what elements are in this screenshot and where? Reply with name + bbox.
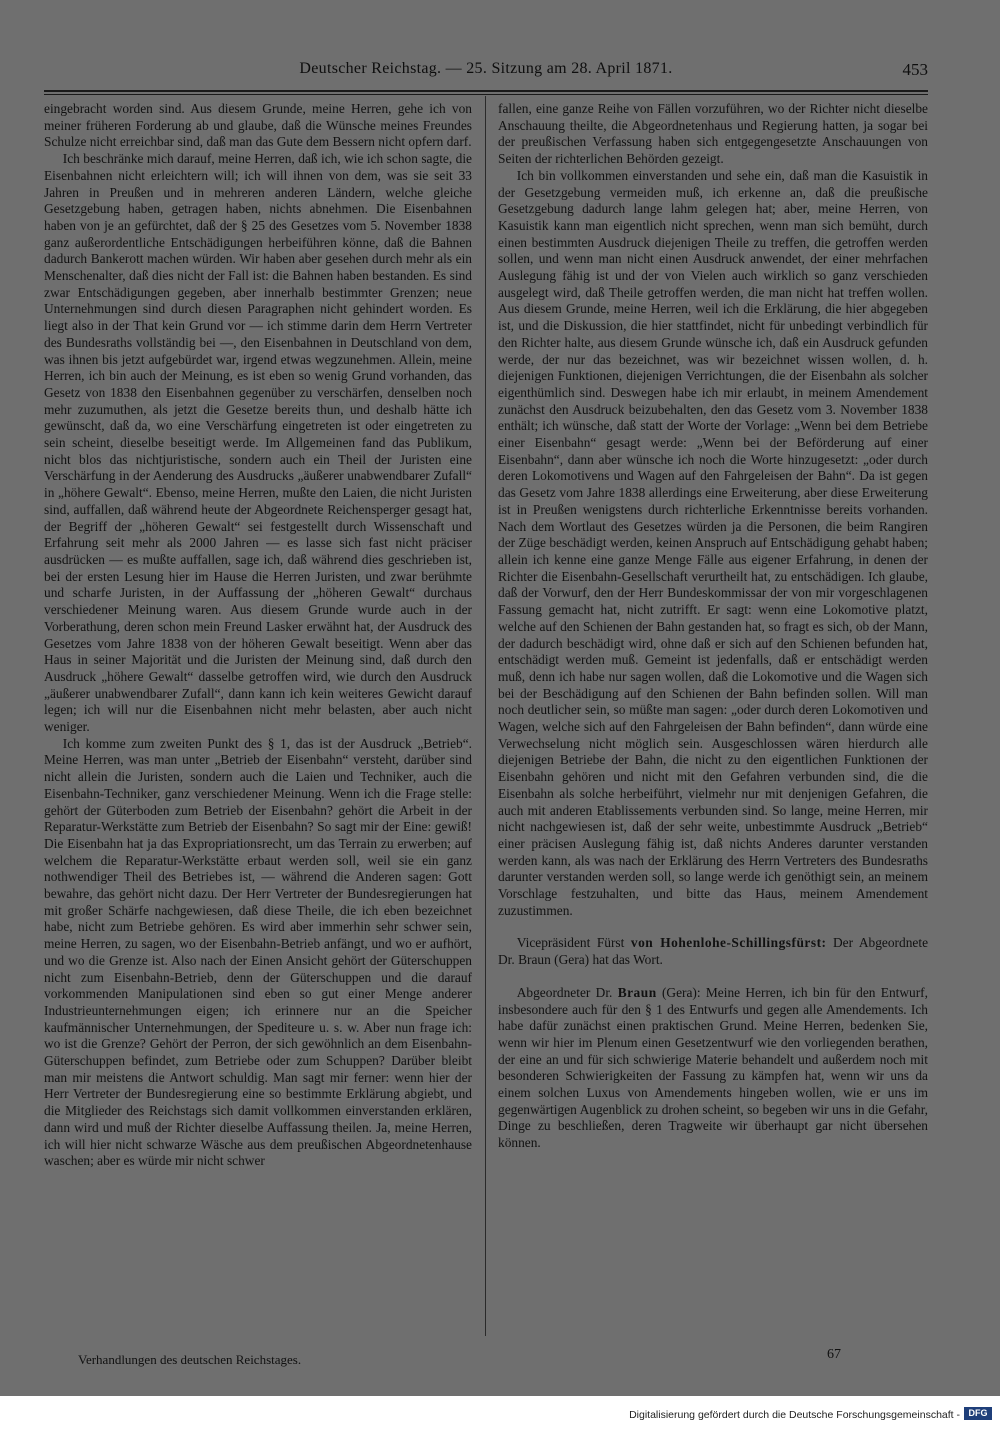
sheet-signature: Verhandlungen des deutschen Reichstages. bbox=[78, 1352, 302, 1367]
sheet-number: 67 bbox=[827, 1347, 841, 1362]
column-divider bbox=[485, 96, 486, 1336]
speaker-role: Abgeordneter Dr. bbox=[516, 984, 613, 1000]
dfg-logo: DFG bbox=[964, 1407, 992, 1420]
speech-text: (Gera): Meine Herren, ich bin für den Entwurf, insbesondere auch für den § 1 des Entwurfs und gegen alle Amendements. Ich habe dafür zunächst einen praktischen Grund. Meine Herren, bedenken Sie, wenn wir hier im Plenum einen Gesetzentwurf wie den vorliegenden berathen, der eine an und für sich schwierige Materie behandelt und außerdem noch mit besonderen Schwierigkeiten der Fassung zu kämpfen hat, wenn wir uns da einem solchen Luxus von Amendements hingeben wollen, wie er uns im gegenwärtigen Augenblick zu drohen scheint, so begeben wir uns in die Gefahr, Dinge zu beschließen, deren Tragweite wir überhaupt gar nicht übersehen können. bbox=[498, 984, 928, 1151]
left-column bbox=[44, 101, 472, 1170]
announcement-text: Der Abgeordnete Dr. Braun (Gera) hat das Wort. bbox=[498, 935, 929, 968]
speaker-role: Vicepräsident Fürst bbox=[516, 935, 625, 951]
paragraph: eingebracht worden sind. Aus diesem Grunde, meine Herren, gehe ich von meiner früheren Forderung ab und glaube, daß die Wünsche meines Freundes Schulze nicht erreichbar sind, daß man das Gute dem Bessern nicht opfern darf. bbox=[44, 101, 472, 150]
paragraph: Ich bin vollkommen einverstanden und sehe ein, daß man die Kasuistik in der Gesetzgebung vermeiden muß, ich erkenne an, daß die preußische Gesetzgebung dadurch lange lahm gelegen hat; aber, meine Herren, von Kasuistik kann man eigentlich nicht sprechen, wenn man sich bemüht, durch einen bestimmten Ausdruck diejenigen Theile zu treffen, die getroffen werden sollen, und wenn man nicht einen Ausdruck anwendet, der einer mehrfachen Auslegung fähig ist und der von Vielen auch wirklich so ganz verschieden ausgelegt wird, daß Theile getroffen werden, die man nicht hat treffen wollen. Aus diesem Grunde, meine Herren, weil ich die Erklärung, die hier abgegeben ist, und die Diskussion, die hier stattfindet, nicht für unbedingt verbindlich für den Richter halte, aus diesem Grunde wünsche ich, daß ein Ausdruck gefunden werde, der nur das bezeichnet, was wir bezeichnet wissen wollen, d. h. diejenigen Funktionen, diejenigen Verrichtungen, die der Eisenbahn als solcher eigenthümlich sind. Deswegen habe ich mir erlaubt, in meinem Amendement zunächst den Ausdruck beizubehalten, den das Gesetz vom 3. November 1838 enthält; ich wünsche, daß statt der Worte der Vorlage: „Wenn bei dem Betriebe einer Eisenbahn“ gesagt werde: „Wenn bei der Beförderung auf einer Eisenbahn“, dann aber wünsche ich noch die Worte hinzugesetzt: „oder durch deren Lokomotivens und Wagen auf den Fahrgeleisen der Bahn“. Da ist gegen das Gesetz vom Jahre 1838 allerdings eine Erweiterung, aber diese Erweiterung ist in Preußen wenigstens durch richterliche Erkenntnisse bereits vorhanden. Nach dem Wortlaut des Gesetzes würden ja die Personen, die beim Rangiren der Züge beschädigt werden, keinen Anspruch auf Entschädigung gehabt haben; allein ich kenne eine ganze Menge Fälle aus eigener Erfahrung, in denen der Richter die Eisenbahn-Gesellschaft verurtheilt hat, zu entschädigen. Ich glaube, daß der Vorwurf, den der Herr Bundeskommissar der von mir vorgeschlagenen Fassung gemacht hat, nicht zutrifft. Er sagt: wenn eine Lokomotive platzt, welche auf den Schienen der Bahn gestanden hat, so fragt es sich, ob der Mann, der dadurch beschädigt wird, ohne daß er sich auf den Schienen befunden hat, entschädigt werden muß. Gemeint ist jedenfalls, daß er entschädigt werden muß, denn ich habe nur sagen wollen, daß die Lokomotive und die Wagen sich bei der Beschädigung auf den Schienen der Bahn befinden sollen. Will man noch deutlicher sein, so müßte man sagen: „oder durch deren Lokomotiven und Wagen, welche sich auf den Fahrgeleisen der Bahn befinden“, dann würde eine Verwechselung nicht möglich sein. Ausgeschlossen wären hierdurch alle diejenigen Betriebe der Bahn, die nicht zu den eigentlichen Funktionen der Eisenbahn gehören und nicht mit den Gefahren verbunden sind, die die Eisenbahn als solche herbeiführt, vielmehr nur mit denjenigen Gefahren, die auch mit anderen Etablissements verbunden sind. So lange, meine Herren, mir nicht nachgewiesen ist, daß der sehr weite, unbestimmte Ausdruck „Betrieb“ einer präcisen Auslegung fähig ist, daß nichts Anderes darunter verstanden werden kann, als was nach der Erklärung des Herrn Vertreters des Bundesraths darunter verstanden werden soll, so lange werde ich genöthigt sein, an meinem Vorschlage festzuhalten, und bitte das Haus, meinem Amendement zuzustimmen. bbox=[498, 167, 928, 918]
paragraph: fallen, eine ganze Reihe von Fällen vorzuführen, wo der Richter nicht dieselbe Anschauung theilte, die Abgeordnetenhaus und Regierung hatten, ja sogar bei der preußischen Verfassung haben sich entgegengesetzte Anschauungen von Seiten der richterlichen Behörden gezeigt. bbox=[498, 101, 928, 167]
speaker-name: von Hohenlohe-Schillingsfürst: bbox=[630, 935, 827, 951]
speaker-name: Braun bbox=[617, 984, 657, 1000]
running-title: Deutscher Reichstag. — 25. Sitzung am 28. April 1871. bbox=[299, 60, 673, 77]
page-number: 453 bbox=[902, 60, 928, 79]
funding-note: Digitalisierung gefördert durch die Deutsche Forschungsgemeinschaft - bbox=[629, 1409, 960, 1421]
header-rule-thin bbox=[44, 94, 928, 95]
page-header bbox=[44, 60, 928, 82]
vicepresident-announcement bbox=[498, 935, 928, 968]
paragraph: Ich komme zum zweiten Punkt des § 1, das ist der Ausdruck „Betrieb“. Meine Herren, was man unter „Betrieb der Eisenbahn“ versteht, darüber sind nicht allein die Juristen, sondern auch die Laien und Techniker, auch die Eisenbahn-Techniker, ganz verschiedener Meinung. Wenn ich die Frage stelle: gehört der Güterboden zum Betrieb der Eisenbahn? gehört die Arbeit in der Reparatur-Werkstätte zum Betrieb der Eisenbahn? So sagt mir der Eine: gewiß! Die Eisenbahn hat ja das Expropriationsrecht, um das Terrain zu erwerben; auf welchem die Reparatur-Werkstätte erbaut werden soll, weil sie ein ganz nothwendiger Theil des Betriebes ist, — während die Anderen sagen: Gott bewahre, das gehört nicht dazu. Der Herr Vertreter der Bundesregierungen hat mit großer Schärfe nachgewiesen, daß diese Theile, die ich eben bezeichnet habe, nicht zum Betriebe gehören. Es wird aber immerhin sehr schwer sein, meine Herren, zu sagen, wo der Eisenbahn-Betrieb anfängt, und wo er aufhört, und wo die Grenze ist. Also nach der Einen Ansicht gehört der Güterschuppen nicht zum Eisenbahn-Betrieb, denn der Güterschuppen und die darauf vorkommenden Manipulationen sind eben so gut einer Menge anderer Industrieunternehmungen eigen; ich erinnere nur an die Speicher kaufmännischer Unternehmungen, der Spediteure u. s. w. Aber nun frage ich: wo ist die Grenze? Gehört der Perron, der sich gewöhnlich an dem Eisenbahn-Güterschuppen befindet, zum Betriebe oder zum Schuppen? Darüber bleibt man mir meistens die Antwort schuldig. Man sagt mir ferner: wenn hier der Herr Vertreter der Bundesregierung eine so bestimmte Erklärung abgiebt, und die Mitglieder des Reichstags sich damit vollkommen einverstanden erklären, dann wird und muß der Richter dieselbe Auffassung theilen. Ja, meine Herren, ich will hier nicht schwarze Wäsche aus dem preußischen Abgeordnetenhause waschen; aber es würde mir nicht schwer bbox=[44, 735, 472, 1169]
footer-bar bbox=[0, 1396, 1000, 1432]
paragraph: Ich beschränke mich darauf, meine Herren, daß ich, wie ich schon sagte, die Eisenbahnen nicht erleichtern will; ich will ihnen von dem, was sie seit 33 Jahren in Preußen und in mehreren anderen Ländern, welche gleiche Gesetzgebung haben, getragen haben, nichts abnehmen. Die Eisenbahnen haben von je an gefürchtet, daß der § 25 des Gesetzes vom 5. November 1838 ganz außerordentliche Entschädigungen herbeiführen könne, daß die Bahnen dadurch Bankerott machen würden. Wir haben aber gesehen durch mehr als ein Menschenalter, daß dies nicht der Fall ist: die Bahnen haben bestanden. Es sind zwar Entschädigungen gegeben, aber innerhalb bestimmter Grenzen; neue Unternehmungen sind durch diesen Paragraphen nicht gehindert worden. Es liegt also in der That kein Grund vor — ich stimme darin dem Herrn Vertreter des Bundesraths vollständig bei —, den Eisenbahnen in Deutschland von dem, was ihnen bis jetzt aufgebürdet war, irgend etwas wegzunehmen. Allein, meine Herren, ich bin auch der Meinung, es ist eben so wenig Grund vorhanden, das Gesetz von 1838 den Eisenbahnen gegenüber zu verschärfen, denselben noch mehr zuzumuthen, als jetzt die Gesetze bereits thun, und deshalb hätte ich gewünscht, daß da, wo eine Verschärfung eingetreten ist oder eingetreten zu sein scheint, dieselbe beseitigt werde. Im Allgemeinen fand das Publikum, nicht blos das nichtjuristische, sondern auch ein Theil der Juristen eine Verschärfung in der Aenderung des Ausdrucks „äußerer unabwendbarer Zufall“ in „höhere Gewalt“. Ebenso, meine Herren, mußte den Laien, die nicht Juristen sind, auffallen, daß während heute der Abgeordnete Reichensperger gesagt hat, der Begriff der „höheren Gewalt“ sei festgestellt durch Wissenschaft und Erfahrung seit mehr als 2000 Jahren — es lasse sich fast nicht präciser ausdrücken — es mußte auffallen, sage ich, daß während dies geschrieben ist, bei der ersten Lesung hier im Hause die Herren Juristen, und zwar berühmte und scharfe Juristen, in der Auffassung der „höheren Gewalt“ durchaus verschiedener Meinung waren. Aus diesem Grunde wurde auch in der Vorberathung, deren schon mein Freund Lasker erwähnt hat, der Ausdruck des Gesetzes vom Jahre 1838 von der höheren Gewalt beseitigt. Wenn aber das Haus in seiner Majorität und die Juristen der Meinung sind, daß durch den Ausdruck „höhere Gewalt“ dasselbe getroffen wird, wie durch den Ausdruck „äußerer unabwendbarer Zufall“, dann kann ich kein weiteres Gewicht darauf legen; ich will nur die Eisenbahnen nicht mehr belasten, aber auch nicht weniger. bbox=[44, 151, 472, 735]
right-column bbox=[498, 101, 928, 1152]
header-rule bbox=[44, 90, 928, 92]
braun-speech bbox=[498, 985, 928, 1152]
